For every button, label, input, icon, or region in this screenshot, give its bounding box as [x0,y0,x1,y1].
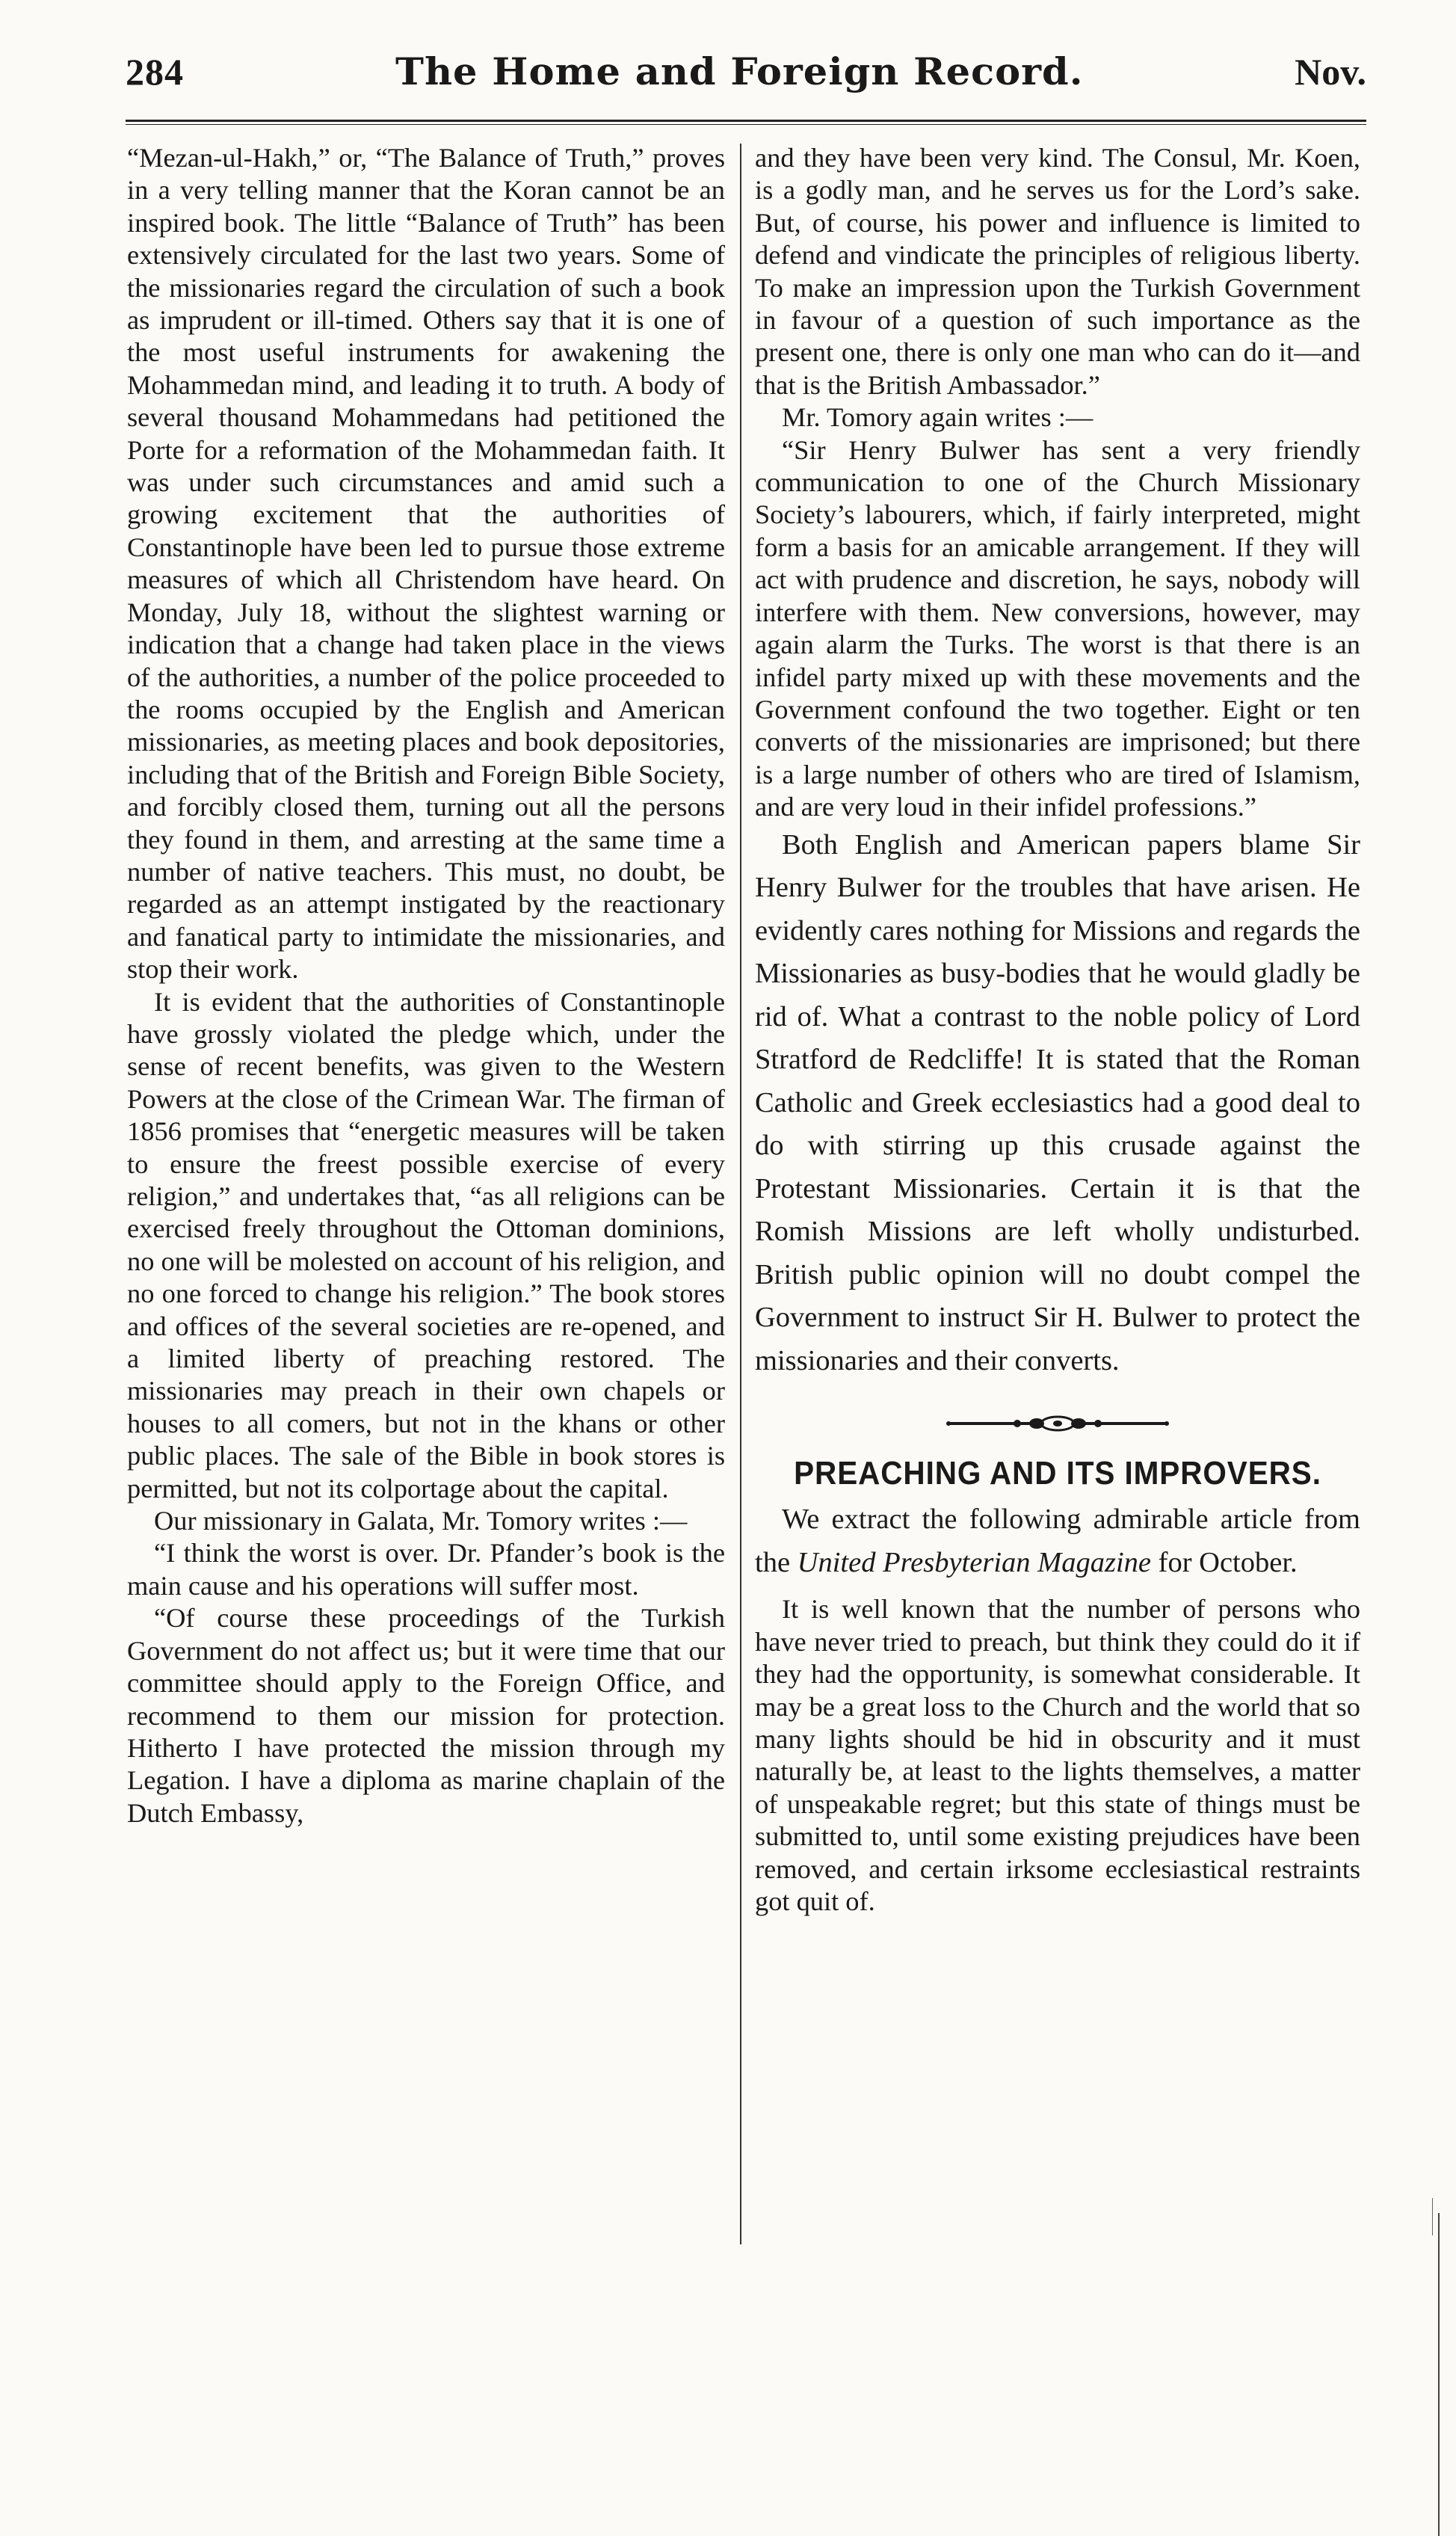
column-divider [740,144,741,2244]
page-edge-line [1438,2213,1440,2536]
section-ornament [755,1415,1360,1432]
intro-source-title: United Presbyterian Magazine [797,1546,1151,1578]
left-paragraph-5: “Of course these proceedings of the Turkish Government do not affect us; but it were time that our committee should apply to the Foreign Office, and recommend to them our mission for protection. Hitherto I have protected the mission through my Legation. I have a diploma as marine chaplain of the Dutch Embassy, [127,1603,725,1828]
running-header [126,49,1366,117]
right-paragraph-1: and they have been very kind. The Consul, Mr. Koen, is a godly man, and he serves us for the Lord’s sake. But, of course, his power and influence is limited to defend and vindicate the principles of religious liberty. To make an impression upon the Turkish Government in favour of a question of such importance as the present one, there is only one man who can do it—and that is the British Ambassador.” [755,143,1360,400]
ornament-rule-icon [946,1415,1170,1432]
left-paragraph-4: “I think the worst is over. Dr. Pfander’s book is the main cause and his operations will suffer most. [127,1538,725,1601]
right-column [755,142,1360,1918]
running-title: The Home and Foreign Record. [395,49,1084,93]
issue-month: Nov. [1295,51,1366,93]
article-intro [755,1498,1360,1584]
intro-text-b: for October. [1151,1546,1298,1578]
left-paragraph-2: It is evident that the authorities of Constantinople have grossly violated the pledge which, under the sense of recent benefits, was given to the Western Powers at the close of the Crimean War. The firman of 1856 promises that “energetic measures will be taken to ensure the freest possible exercise of every religion,” and undertakes that, “as all religions can be exercised freely throughout the Ottoman dominions, no one will be molested on account of his religion, and no one forced to change his religion.” The book stores and offices of the several societies are re-opened, and a limited liberty of preaching restored. The missionaries may preach in their own chapels or houses to all comers, but not in the khans or other public places. The sale of the Bible in book stores is permitted, but not its colportage about the capital. [127,986,725,1504]
right-paragraph-2: Mr. Tomory again writes :— [782,402,1093,433]
article-paragraph-1: It is well known that the number of persons who have never tried to preach, but think they could do it if they had the opportunity, is somewhat considerable. It may be a great loss to the Church and the world that so many lights should be hid in obscurity and it must naturally be, at least to the lights themselves, a matter of unspeakable regret; but this state of things must be submitted to, until some existing prejudices have been removed, and certain irksome ecclesiastical restraints got quit of. [755,1594,1360,1917]
left-column [127,142,725,1829]
right-paragraph-4: Both English and American papers blame Sir Henry Bulwer for the troubles that have arisen. He evidently cares nothing for Missions and regards the Missionaries as busy-bodies that he would gladly be rid of. What a contrast to the noble policy of Lord Stratford de Redcliffe! It is stated that the Roman Catholic and Greek ecclesiastics had a good deal to do with stirring up this crusade against the Protestant Missionaries. Certain it is that the Romish Missions are left wholly undisturbed. British public opinion will no doubt compel the Government to instruct Sir H. Bulwer to protect the missionaries and their converts. [755,828,1360,1376]
header-rule [126,120,1366,122]
intro-text-a: We extract the following admirable article from the [755,1504,1360,1578]
page-number: 284 [126,51,184,93]
article-headline: PREACHING AND ITS IMPROVERS. [794,1455,1321,1492]
left-paragraph-3: Our missionary in Galata, Mr. Tomory writes :— [154,1506,688,1536]
page-edge-mark [1432,2198,1433,2235]
header-rule-thin [126,124,1366,125]
left-paragraph-1: “Mezan-ul-Hakh,” or, “The Balance of Truth,” proves in a very telling manner that the Koran cannot be an inspired book. The little “Balance of Truth” has been extensively circulated for the last two years. Some of the missionaries regard the circulation of such a book as imprudent or ill-timed. Others say that it is one of the most useful instruments for awakening the Mohammedan mind, and leading it to truth. A body of several thousand Mohammedans had petitioned the Porte for a reformation of the Mohammedan faith. It was under such circumstances and amid such a growing excitement that the authorities of Constantinople have been led to pursue those extreme measures of which all Christendom have heard. On Monday, July 18, without the slightest warning or indication that a change had taken place in the views of the authorities, a number of the police proceeded to the rooms occupied by the English and American missionaries, as meeting places and book depositories, including that of the British and Foreign Bible Society, and forcibly closed them, turning out all the persons they found in them, and arresting at the same time a number of native teachers. This must, no doubt, be regarded as an attempt instigated by the reactionary and fanatical party to intimidate the missionaries, and stop their work. [127,143,725,985]
right-paragraph-3: “Sir Henry Bulwer has sent a very friendly communication to one of the Church Missionary Society’s labourers, which, if fairly interpreted, might form a basis for an amicable arrangement. If they will act with prudence and discretion, he says, nobody will interfere with them. New conversions, however, may again alarm the Turks. The worst is that there is an infidel party mixed up with these movements and the Government confound the two together. Eight or ten converts of the missionaries are imprisoned; but there is a large number of others who are tired of Islamism, and are very loud in their infidel professions.” [755,434,1360,822]
